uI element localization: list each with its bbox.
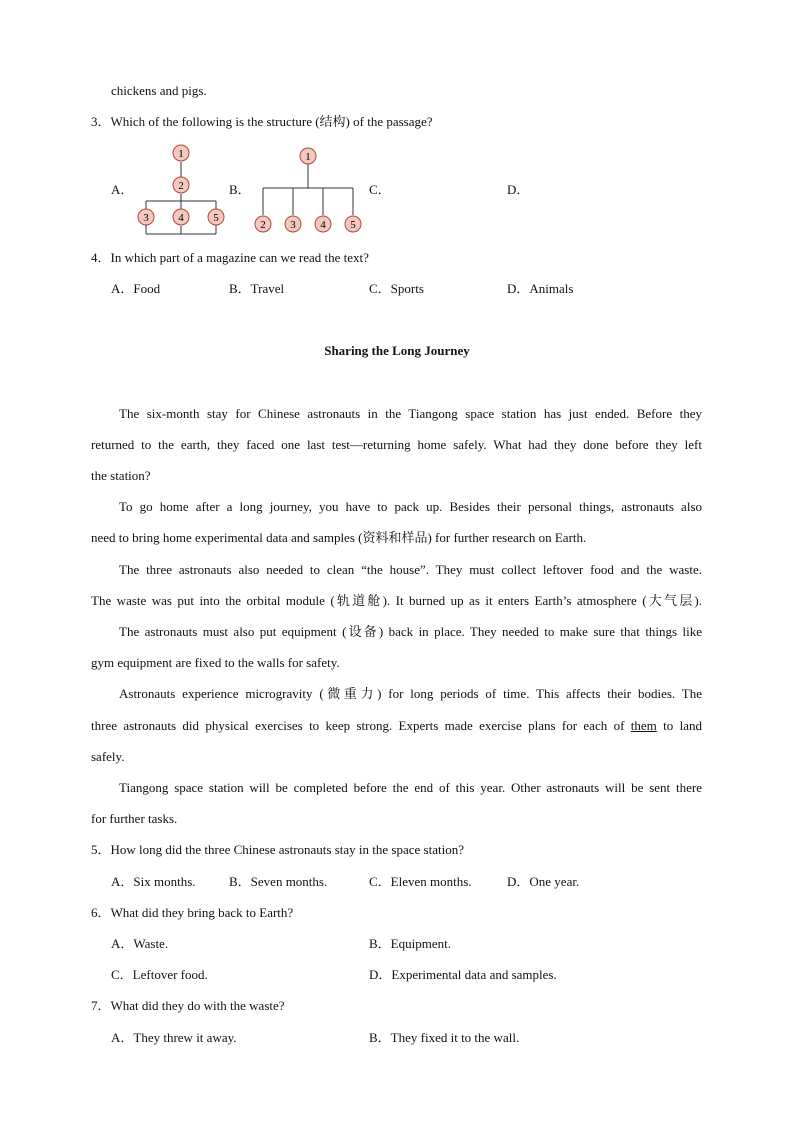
diagram-a-node-1 bbox=[173, 145, 189, 161]
question-7-text: What did they do with the waste? bbox=[110, 998, 285, 1013]
q3-option-a-label[interactable]: A． bbox=[111, 182, 134, 197]
diagram-b-node-2 bbox=[255, 216, 271, 232]
diagram-a-node-2 bbox=[173, 177, 189, 193]
q7-option-a[interactable]: A．They threw it away. bbox=[111, 1030, 237, 1045]
paragraph-3-line-1: The three astronauts also needed to clean “the house”. They must collect leftover food and the waste. bbox=[119, 562, 702, 577]
paragraph-1-line-1: The six-month stay for Chinese astronauts in the Tiangong space station has just ended. Before they bbox=[119, 406, 702, 421]
question-6 bbox=[91, 905, 293, 921]
q5-option-c[interactable]: C．Eleven months. bbox=[369, 874, 472, 889]
diagram-a-node-4 bbox=[173, 209, 189, 225]
paragraph-5-line-2-text: three astronauts did physical exercises to keep strong. Experts made exercise plans for each of bbox=[91, 718, 631, 733]
question-3-text: Which of the following is the structure (结构) of the passage? bbox=[110, 114, 433, 129]
q7-option-b[interactable]: B．They fixed it to the wall. bbox=[369, 1030, 520, 1045]
diagram-b-node-1 bbox=[300, 148, 316, 164]
diagram-a-node-3 bbox=[138, 209, 154, 225]
question-5-number: 5． bbox=[91, 842, 111, 857]
question-5-text: How long did the three Chinese astronauts stay in the space station? bbox=[110, 842, 464, 857]
q4-option-c[interactable]: C．Sports bbox=[369, 281, 424, 296]
svg-text:4: 4 bbox=[178, 212, 184, 224]
paragraph-4-line-2: gym equipment are fixed to the walls for safety. bbox=[91, 655, 340, 670]
svg-text:1: 1 bbox=[178, 148, 184, 160]
paragraph-6-line-1: Tiangong space station will be completed before the end of this year. Other astronauts will be sent there bbox=[119, 780, 702, 795]
q3-option-c-label[interactable]: C． bbox=[369, 182, 391, 197]
question-6-number: 6． bbox=[91, 905, 111, 920]
previous-question-fragment: chickens and pigs. bbox=[111, 83, 207, 98]
svg-text:1: 1 bbox=[305, 151, 311, 163]
question-4-number: 4． bbox=[91, 250, 111, 265]
question-6-text: What did they bring back to Earth? bbox=[110, 905, 294, 920]
q4-option-d[interactable]: D．Animals bbox=[507, 281, 574, 296]
paragraph-6-line-2: for further tasks. bbox=[91, 811, 178, 826]
q4-option-b[interactable]: B．Travel bbox=[229, 281, 285, 296]
question-5 bbox=[91, 842, 464, 858]
svg-text:3: 3 bbox=[143, 212, 149, 224]
q4-option-a[interactable]: A．Food bbox=[111, 281, 161, 296]
q5-option-b[interactable]: B．Seven months. bbox=[229, 874, 328, 889]
question-3 bbox=[91, 114, 433, 130]
q3-option-d-label[interactable]: D． bbox=[507, 182, 530, 197]
structure-diagram-a bbox=[130, 140, 230, 240]
diagram-b-node-5 bbox=[345, 216, 361, 232]
paragraph-1-line-3: the station? bbox=[91, 468, 151, 483]
question-4 bbox=[91, 250, 369, 266]
q6-option-d[interactable]: D．Experimental data and samples. bbox=[369, 967, 557, 982]
diagram-b-node-4 bbox=[315, 216, 331, 232]
q6-option-b[interactable]: B．Equipment. bbox=[369, 936, 451, 951]
question-4-text: In which part of a magazine can we read the text? bbox=[110, 250, 369, 265]
paragraph-5-line-3: safely. bbox=[91, 749, 125, 764]
structure-diagram-b bbox=[248, 140, 368, 240]
question-7-number: 7． bbox=[91, 998, 111, 1013]
paragraph-2-line-1: To go home after a long journey, you have to pack up. Besides their personal things, astronauts also bbox=[119, 499, 702, 514]
passage-title: Sharing the Long Journey bbox=[324, 343, 470, 358]
paragraph-5-line-2 bbox=[91, 718, 702, 734]
diagram-b-node-3 bbox=[285, 216, 301, 232]
svg-text:5: 5 bbox=[350, 219, 356, 231]
paragraph-4-line-1: The astronauts must also put equipment (设备) back in place. They needed to make sure that things like bbox=[119, 624, 702, 639]
svg-text:3: 3 bbox=[290, 219, 296, 231]
question-3-number: 3． bbox=[91, 114, 111, 129]
q6-option-a[interactable]: A．Waste. bbox=[111, 936, 169, 951]
underlined-word-them: them bbox=[630, 718, 657, 733]
paragraph-5-line-2-end: to land bbox=[656, 718, 702, 733]
q5-option-d[interactable]: D．One year. bbox=[507, 874, 580, 889]
paragraph-1-line-2: returned to the earth, they faced one last test—returning home safely. What had they done before they left bbox=[91, 437, 702, 452]
q6-option-c[interactable]: C．Leftover food. bbox=[111, 967, 208, 982]
paragraph-2-line-2: need to bring home experimental data and samples (资料和样品) for further research on Earth. bbox=[91, 530, 587, 545]
paragraph-5-line-1: Astronauts experience microgravity (微重力) for long periods of time. This affects their bodies. The bbox=[119, 686, 702, 701]
svg-text:4: 4 bbox=[320, 219, 326, 231]
svg-text:2: 2 bbox=[178, 180, 184, 192]
svg-text:2: 2 bbox=[260, 219, 266, 231]
paragraph-3-line-2: The waste was put into the orbital module (轨道舱). It burned up as it enters Earth’s atmosphere (大气层). bbox=[91, 593, 702, 608]
svg-text:5: 5 bbox=[213, 212, 219, 224]
q5-option-a[interactable]: A．Six months. bbox=[111, 874, 196, 889]
diagram-a-node-5 bbox=[208, 209, 224, 225]
question-7 bbox=[91, 998, 285, 1014]
q3-option-b-label[interactable]: B． bbox=[229, 182, 251, 197]
